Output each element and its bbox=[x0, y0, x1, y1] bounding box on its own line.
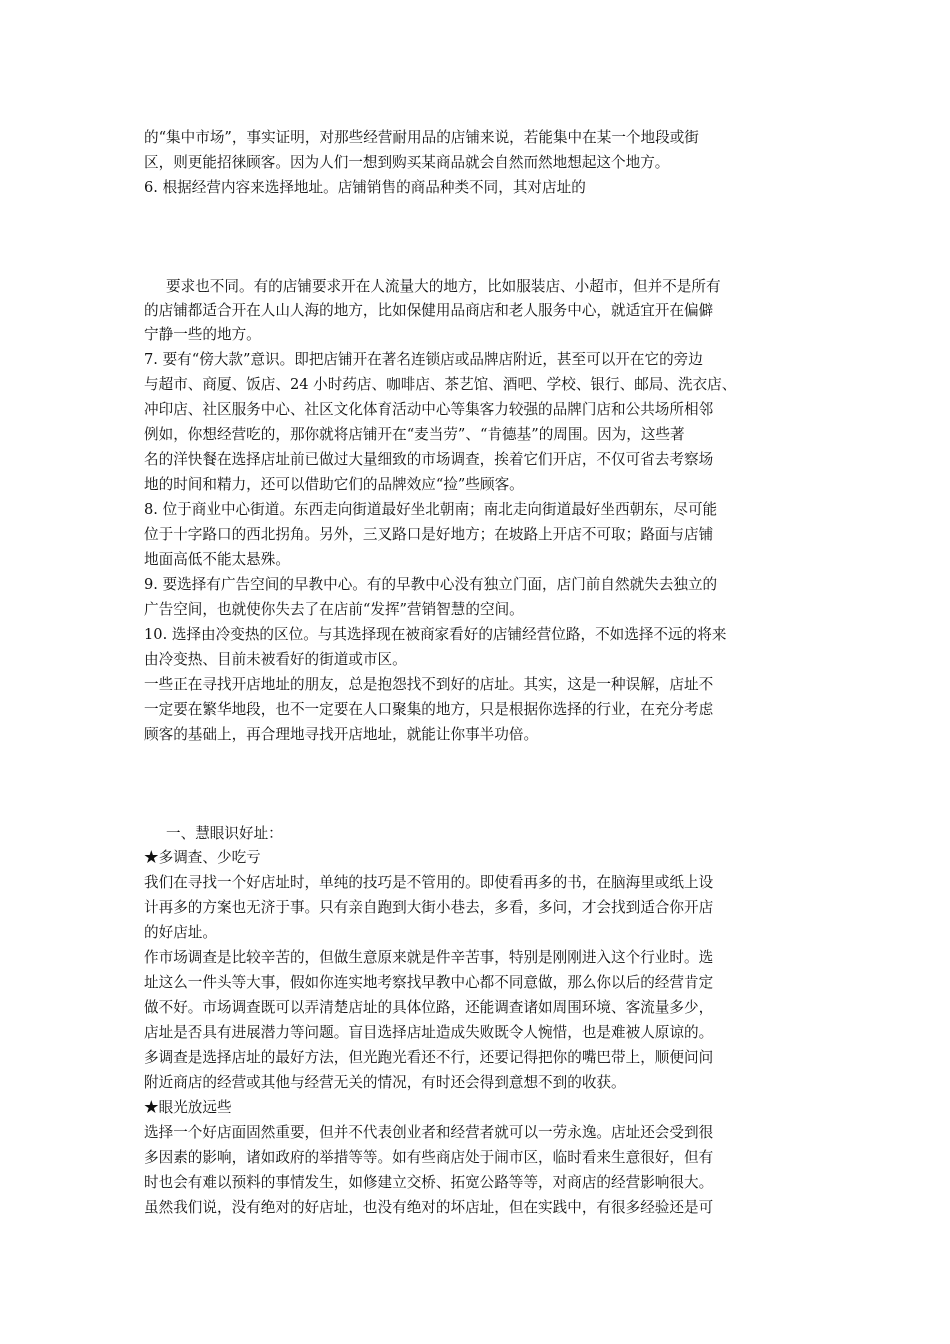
paragraph-line: 虽然我们说，没有绝对的好店址，也没有绝对的坏店址，但在实践中，有很多经验还是可 bbox=[144, 1199, 714, 1216]
paragraph-line: 做不好。市场调查既可以弄清楚店址的具体位路，还能调查诸如周围环境、客流量多少， bbox=[144, 999, 714, 1016]
paragraph-line: 作市场调查是比较辛苦的，但做生意原来就是件辛苦事，特别是刚刚进入这个行业时。选 bbox=[144, 949, 714, 966]
paragraph-line: 多因素的影响，诸如政府的举措等等。如有些商店处于闹市区，临时看来生意很好，但有 bbox=[144, 1149, 714, 1166]
paragraph-line: 例如，你想经营吃的，那你就将店铺开在“麦当劳”、“肯德基”的周围。因为，这些著 bbox=[144, 426, 685, 443]
paragraph-line: 店址是否具有进展潜力等问题。盲目选择店址造成失败既令人惋惜，也是难被人原谅的。 bbox=[144, 1024, 714, 1041]
paragraph-line: 计再多的方案也无济于事。只有亲自跑到大街小巷去，多看，多问，才会找到适合你开店 bbox=[144, 899, 714, 916]
paragraph-line: 的店铺都适合开在人山人海的地方，比如保健用品商店和老人服务中心，就适宜开在偏僻 bbox=[144, 302, 714, 319]
paragraph-line: 10. 选择由冷变热的区位。与其选择现在被商家看好的店铺经营位路，不如选择不远的将来 bbox=[144, 626, 727, 643]
paragraph-line: 选择一个好店面固然重要，但并不代表创业者和经营者就可以一劳永逸。店址还会受到很 bbox=[144, 1124, 714, 1141]
paragraph-line: 宁静一些的地方。 bbox=[144, 326, 261, 343]
subheading: ★眼光放远些 bbox=[144, 1099, 232, 1116]
subheading: ★多调查、少吃亏 bbox=[144, 849, 261, 866]
paragraph-line: 要求也不同。有的店铺要求开在人流量大的地方，比如服装店、小超市，但并不是所有 bbox=[166, 278, 721, 295]
paragraph-line: 一些正在寻找开店地址的朋友，总是抱怨找不到好的店址。其实，这是一种误解，店址不 bbox=[144, 676, 714, 693]
paragraph-line: 的好店址。 bbox=[144, 924, 217, 941]
paragraph-line: 由冷变热、目前未被看好的街道或市区。 bbox=[144, 651, 407, 668]
paragraph-line: 7. 要有“傍大款”意识。即把店铺开在著名连锁店或品牌店附近，甚至可以开在它的旁边 bbox=[144, 351, 703, 368]
paragraph-line: 6. 根据经营内容来选择地址。店铺销售的商品种类不同，其对店址的 bbox=[144, 179, 586, 196]
paragraph-line: 多调查是选择店址的最好方法，但光跑光看还不行，还要记得把你的嘴巴带上，顺便问问 bbox=[144, 1049, 714, 1066]
paragraph-line: 我们在寻找一个好店址时，单纯的技巧是不管用的。即使看再多的书，在脑海里或纸上设 bbox=[144, 874, 714, 891]
paragraph-line: 9. 要选择有广告空间的早教中心。有的早教中心没有独立门面，店门前自然就失去独立的 bbox=[144, 576, 718, 593]
paragraph-line: 位于十字路口的西北拐角。另外，三叉路口是好地方；在坡路上开店不可取；路面与店铺 bbox=[144, 526, 714, 543]
paragraph-line: 冲印店、社区服务中心、社区文化体育活动中心等集客力较强的品牌门店和公共场所相邻 bbox=[144, 401, 714, 418]
paragraph-line: 广告空间，也就使你失去了在店前“发挥”营销智慧的空间。 bbox=[144, 601, 524, 618]
paragraph-line: 址这么一件头等大事，假如你连实地考察找早教中心都不同意做，那么你以后的经营肯定 bbox=[144, 974, 714, 991]
paragraph-line: 的“集中市场”，事实证明，对那些经营耐用品的店铺来说，若能集中在某一个地段或街 bbox=[144, 129, 699, 146]
paragraph-line: 时也会有难以预料的事情发生，如修建立交桥、拓宽公路等等，对商店的经营影响很大。 bbox=[144, 1174, 714, 1191]
section-heading: 一、慧眼识好址： bbox=[166, 825, 283, 842]
paragraph-line: 8. 位于商业中心街道。东西走向街道最好坐北朝南；南北走向街道最好坐西朝东，尽可能 bbox=[144, 501, 718, 518]
paragraph-line: 附近商店的经营或其他与经营无关的情况，有时还会得到意想不到的收获。 bbox=[144, 1074, 626, 1091]
paragraph-line: 一定要在繁华地段，也不一定要在人口聚集的地方，只是根据你选择的行业，在充分考虑 bbox=[144, 701, 714, 718]
paragraph-line: 顾客的基础上，再合理地寻找开店地址，就能让你事半功倍。 bbox=[144, 726, 539, 743]
paragraph-line: 区，则更能招徕顾客。因为人们一想到购买某商品就会自然而然地想起这个地方。 bbox=[144, 154, 670, 171]
paragraph-line: 名的洋快餐在选择店址前已做过大量细致的市场调查，挨着它们开店，不仅可省去考察场 bbox=[144, 451, 714, 468]
paragraph-line: 地面高低不能太悬殊。 bbox=[144, 551, 290, 568]
paragraph-line: 与超市、商厦、饭店、24 小时药店、咖啡店、茶艺馆、酒吧、学校、银行、邮局、洗衣店、 bbox=[144, 376, 737, 393]
paragraph-line: 地的时间和精力，还可以借助它们的品牌效应“捡”些顾客。 bbox=[144, 476, 524, 493]
